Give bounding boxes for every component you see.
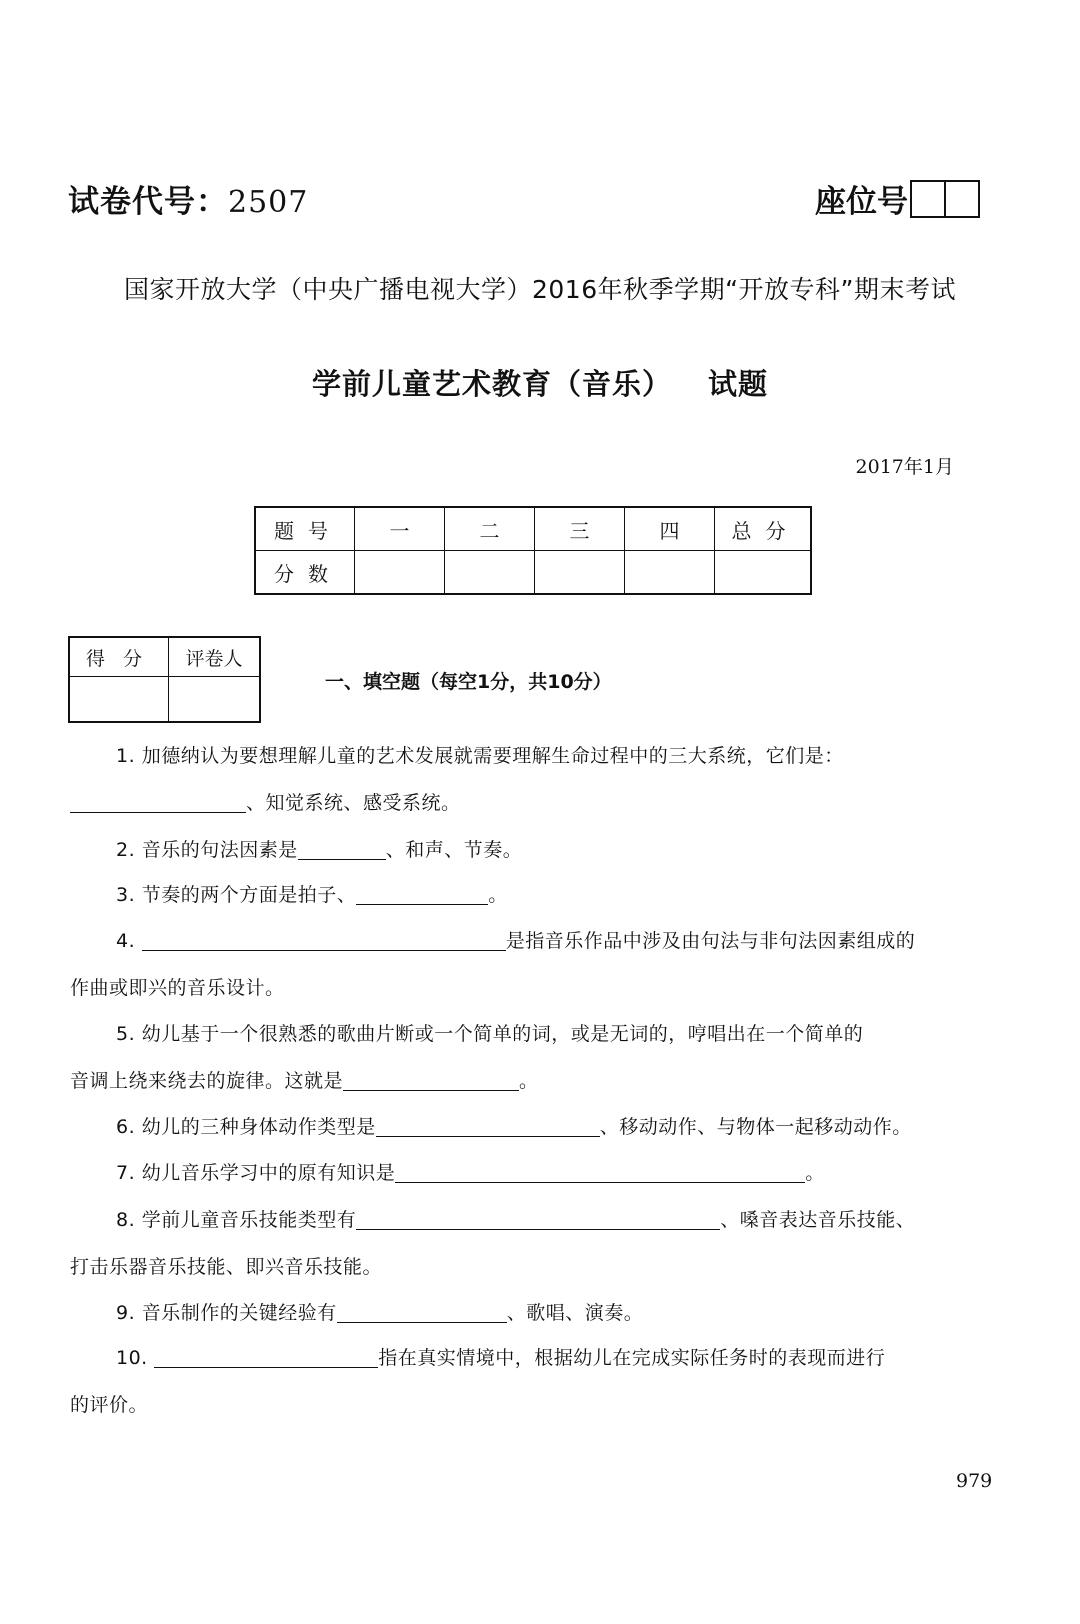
- question-text: 音乐制作的关键经验有: [141, 1302, 337, 1324]
- seat-boxes: [910, 180, 980, 218]
- answer-blank[interactable]: [337, 1300, 507, 1323]
- question-text: 、知觉系统、感受系统。: [246, 792, 461, 814]
- score-table-score-row: [255, 551, 811, 595]
- question-text: 的评价。: [70, 1394, 149, 1416]
- question-text: 音调上绕来绕去的旋律。这就是: [70, 1070, 344, 1092]
- question-2: [70, 827, 1010, 874]
- question-text: 、歌唱、演奏。: [506, 1302, 644, 1324]
- question-text: 节奏的两个方面是拍子、: [141, 884, 357, 906]
- question-text: 指在真实情境中，根据幼儿在完成实际任务时的表现而进行: [378, 1347, 886, 1369]
- grader-score-label: 得分: [69, 637, 169, 677]
- question-number: 9.: [116, 1302, 136, 1324]
- paper-code-label: 试卷代号：: [68, 184, 228, 220]
- question-text: 是指音乐作品中涉及由句法与非句法因素组成的: [505, 930, 916, 952]
- exam-date: 2017年1月: [855, 456, 954, 478]
- grader-score-cell: [69, 677, 169, 723]
- section-title: 一、填空题（每空1分，共10分）: [325, 671, 612, 693]
- question-text: 幼儿音乐学习中的原有知识是: [141, 1162, 396, 1184]
- question-number: 4.: [116, 930, 136, 952]
- score-table-column: 四: [625, 507, 715, 551]
- question-text: 。: [805, 1162, 825, 1184]
- answer-blank[interactable]: [343, 1068, 519, 1091]
- question-6: [70, 1104, 1010, 1151]
- question-4: [70, 918, 1010, 1012]
- answer-blank[interactable]: [376, 1114, 600, 1137]
- grader-table-blank-row: [69, 677, 260, 723]
- question-text: 、和声、节奏。: [385, 839, 523, 861]
- question-3: [70, 872, 1010, 919]
- subject-name: 学前儿童艺术教育（音乐）: [311, 367, 672, 401]
- question-text: 幼儿基于一个很熟悉的歌曲片断或一个简单的词，或是无词的，哼唱出在一个简单的: [141, 1023, 864, 1045]
- score-table: [254, 506, 812, 595]
- score-table-column: 二: [445, 507, 535, 551]
- grader-name-label: 评卷人: [169, 637, 261, 677]
- question-text: 作曲或即兴的音乐设计。: [70, 977, 285, 999]
- question-text: 。: [488, 884, 508, 906]
- question-text: 、嗓音表达音乐技能、: [720, 1209, 916, 1231]
- subject-title: [0, 362, 1080, 403]
- grader-table: [68, 636, 261, 723]
- question-text: 音乐的句法因素是: [141, 839, 298, 861]
- grader-table-header-row: [69, 637, 260, 677]
- score-cell: [535, 551, 625, 595]
- score-table-header-row: [255, 507, 811, 551]
- question-number: 6.: [116, 1116, 136, 1138]
- question-number: 7.: [116, 1162, 136, 1184]
- question-number: 3.: [116, 884, 136, 906]
- grader-name-cell: [169, 677, 261, 723]
- paper-code-value: 2507: [228, 185, 309, 220]
- score-cell: [625, 551, 715, 595]
- question-number: 5.: [116, 1023, 136, 1045]
- paper-code: [68, 176, 308, 221]
- question-text: 、移动动作、与物体一起移动动作。: [599, 1116, 912, 1138]
- seat-label: 座位号: [815, 184, 908, 220]
- seat-box: [910, 180, 946, 218]
- question-8: [70, 1197, 1010, 1291]
- question-text: 。: [519, 1070, 539, 1092]
- seat-number: [815, 176, 980, 221]
- question-text: 加德纳认为要想理解儿童的艺术发展就需要理解生命过程中的三大系统，它们是：: [141, 745, 844, 767]
- question-1: [70, 733, 1010, 827]
- exam-title: 国家开放大学（中央广播电视大学）2016年秋季学期“开放专科”期末考试: [123, 275, 957, 304]
- answer-blank[interactable]: [70, 790, 246, 813]
- question-number: 10.: [116, 1347, 148, 1369]
- question-5: [70, 1011, 1010, 1105]
- score-table-column-total: 总分: [715, 507, 812, 551]
- question-text: 幼儿的三种身体动作类型是: [141, 1116, 376, 1138]
- score-cell: [715, 551, 812, 595]
- question-number: 1.: [116, 745, 136, 767]
- page-number: 979: [956, 1470, 993, 1492]
- question-text: 学前儿童音乐技能类型有: [141, 1209, 357, 1231]
- score-table-row-header: 题号: [255, 507, 355, 551]
- subject-suffix: 试题: [708, 367, 769, 401]
- question-10: [70, 1335, 1010, 1429]
- question-number: 2.: [116, 839, 136, 861]
- score-cell: [355, 551, 445, 595]
- answer-blank[interactable]: [395, 1160, 805, 1183]
- question-7: [70, 1150, 1010, 1197]
- answer-blank[interactable]: [298, 837, 386, 860]
- score-table-row-header: 分数: [255, 551, 355, 595]
- answer-blank[interactable]: [356, 882, 488, 905]
- answer-blank[interactable]: [154, 1345, 378, 1368]
- score-cell: [445, 551, 535, 595]
- question-9: [70, 1290, 1010, 1337]
- score-table-column: 三: [535, 507, 625, 551]
- answer-blank[interactable]: [356, 1207, 720, 1230]
- score-table-column: 一: [355, 507, 445, 551]
- question-text: 打击乐器音乐技能、即兴音乐技能。: [70, 1256, 383, 1278]
- answer-blank[interactable]: [142, 928, 506, 951]
- seat-box: [946, 180, 980, 218]
- question-number: 8.: [116, 1209, 136, 1231]
